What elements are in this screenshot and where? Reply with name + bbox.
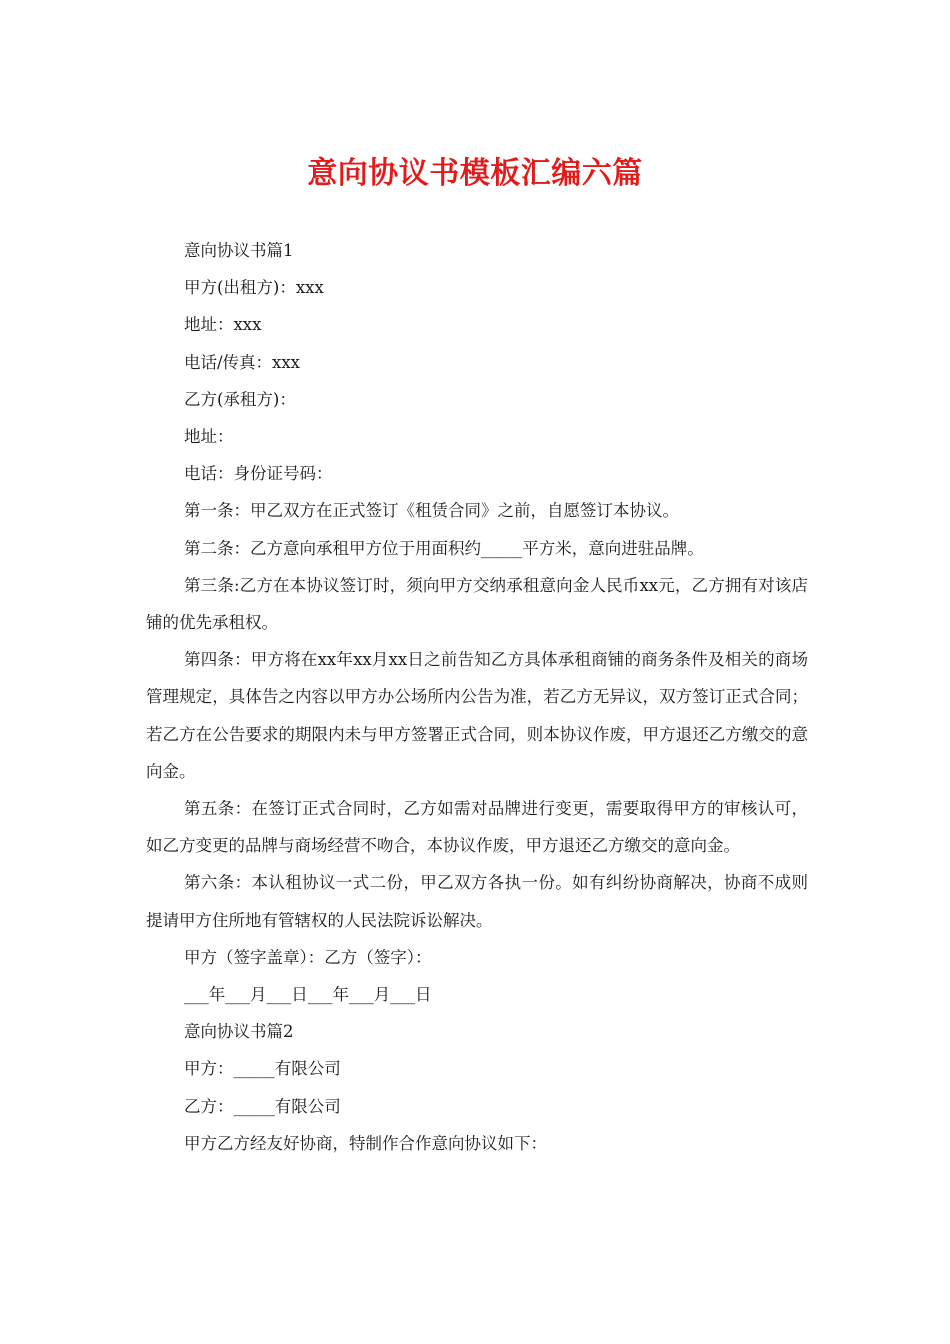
section-heading-2: 意向协议书篇2 xyxy=(184,1022,294,1042)
party-b-phone-id: 电话：身份证号码： xyxy=(184,464,333,484)
party-b-company: 乙方：_____有限公司 xyxy=(184,1096,341,1116)
party-a-address: 地址：xxx xyxy=(184,315,262,335)
party-a-line: 甲方(出租方)：xxx xyxy=(184,278,324,298)
section-heading-1: 意向协议书篇1 xyxy=(184,241,294,260)
clause-4: 第四条：甲方将在xx年xx月xx日之前告知乙方具体承租商铺的商务条件及相关的商场管理规定，具体告之内容以甲方办公场所内公告为准，若乙方无异议，双方签订正式合同；若乙方在公告要求的期限内未与甲方签署正式合同，则本协议作废，甲方退还乙方缴交的意向金。 xyxy=(146,650,808,781)
document-body xyxy=(146,232,808,1162)
document-title: 意向协议书模板汇编六篇 xyxy=(307,156,643,191)
party-b-line: 乙方(承租方)： xyxy=(184,389,296,409)
party-a-company: 甲方：_____有限公司 xyxy=(184,1059,341,1079)
clause-6: 第六条：本认租协议一式二份，甲乙双方各执一份。如有纠纷协商解决，协商不成则提请甲方住所地有管辖权的人民法院诉讼解决。 xyxy=(146,873,808,930)
clause-3: 第三条:乙方在本协议签订时，须向甲方交纳承租意向金人民币xx元，乙方拥有对该店铺的优先承租权。 xyxy=(146,575,808,633)
party-a-phone-fax: 电话/传真：xxx xyxy=(184,352,300,372)
party-b-address: 地址： xyxy=(184,427,234,447)
clause-5: 第五条：在签订正式合同时，乙方如需对品牌进行变更，需要取得甲方的审核认可，如乙方变更的品牌与商场经营不吻合，本协议作废，甲方退还乙方缴交的意向金。 xyxy=(146,799,808,856)
date-line: ___年___月___日___年___月___日 xyxy=(184,985,432,1005)
signature-line: 甲方（签字盖章）：乙方（签字）： xyxy=(184,947,432,967)
clause-2: 第二条：乙方意向承租甲方位于用面积约_____平方米，意向进驻品牌。 xyxy=(184,538,704,558)
clause-1: 第一条：甲乙双方在正式签订《租赁合同》之前，自愿签订本协议。 xyxy=(184,501,679,521)
agreement-intro: 甲方乙方经友好协商，特制作合作意向协议如下： xyxy=(184,1133,547,1153)
